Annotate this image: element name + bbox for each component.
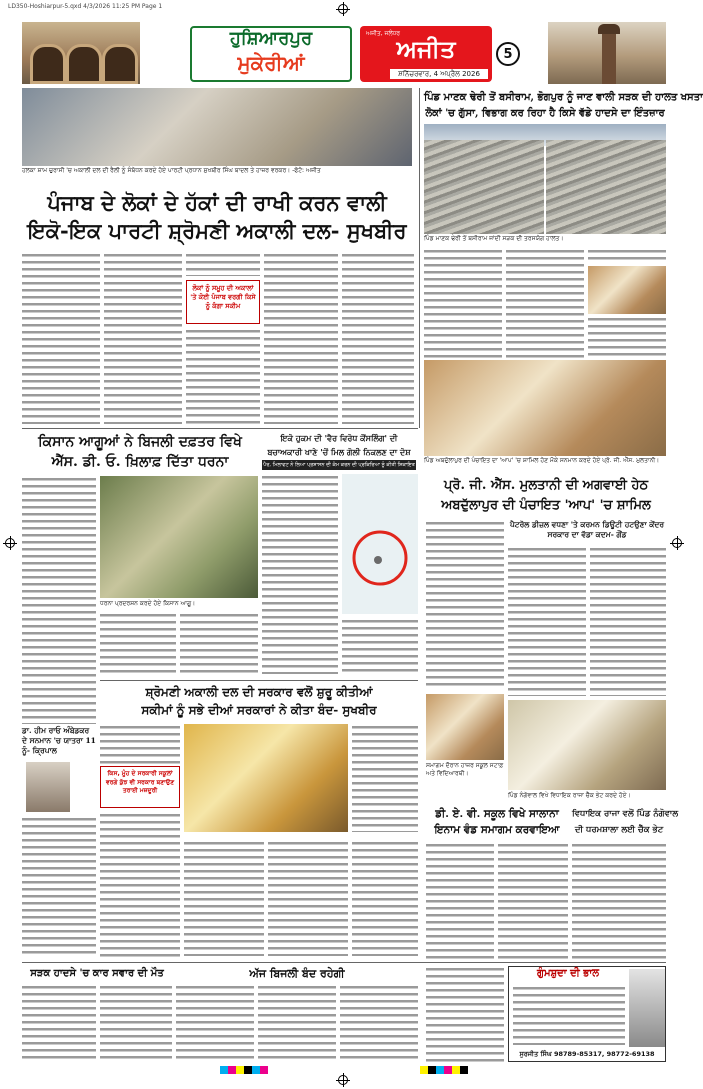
farmers-body-col-2 — [100, 612, 176, 676]
column-rule — [419, 88, 420, 428]
lead-headline-1: ਪੰਜਾਬ ਦੇ ਲੋਕਾਂ ਦੇ ਹੱਕਾਂ ਦੀ ਰਾਖੀ ਕਰਨ ਵਾਲੀ — [47, 190, 387, 215]
missing-body — [513, 985, 625, 1045]
petrol-body-col-2 — [590, 546, 666, 696]
dav-caption: ਸਮਾਗਮ ਦੌਰਾਨ ਹਾਜ਼ਰ ਸਕੂਲ ਸਟਾਫ਼ ਅਤੇ ਵਿਦਿਆਰਥੀ। — [426, 762, 504, 777]
mla-headline-1: ਵਿਧਾਇਕ ਰਾਜਾ ਵਲੋਂ ਪਿੰਡ ਨੰਗੋਵਾਲ — [572, 809, 679, 819]
dav-body-col-1 — [426, 842, 494, 960]
doctor-box: ਪੈਰ, ਮਿਲਾਵਟ ਨੇ ਲਿਆ ਪ੍ਰਸ਼ਾਸਨ ਦੀ ਕੰਮ ਕਰਨ ਦੀ ਪ੍ਰਕਿਰਿਆ ਨੂੰ ਕੀਤੀ ਸ਼ਿਕਾਇਤ — [263, 462, 415, 468]
power-headline: ਅੱਜ ਬਿਜਲੀ ਬੰਦ ਰਹੇਗੀ — [249, 967, 345, 980]
road-photo-1 — [424, 140, 544, 234]
pgs-caption: ਪਿੰਡ ਅਬਦੁੱਲਾਪੁਰ ਦੀ ਪੰਚਾਇਤ ਦਾ 'ਆਪ' 'ਚ ਸ਼ਾਮਿਲ ਹੋਣ ਮੌਕੇ ਸਨਮਾਨ ਕਰਦੇ ਹੋਏ ਪ੍ਰੋ. ਜੀ. ਐੱਸ. ਮੁਲਤਾਨੀ। — [424, 457, 660, 464]
dav-headline-1: ਡੀ. ਏ. ਵੀ. ਸਕੂਲ ਵਿਖੇ ਸਾਲਾਨਾ — [435, 808, 559, 820]
power-body-col-1 — [176, 984, 254, 1062]
dav-headline-2: ਇਨਾਮ ਵੰਡ ਸਮਾਗਮ ਕਰਵਾਇਆ — [434, 824, 560, 836]
akali-body-col-1a — [100, 724, 180, 764]
akali-photo — [184, 724, 348, 832]
lead-body-col-4 — [264, 252, 338, 424]
city-line-2: ਮੁਕੇਰੀਆਂ — [237, 51, 305, 75]
doctor-headline: ਇਕੋ ਹੁਕਮ ਦੀ 'ਵੈਰ ਵਿਰੋਧ ਕੌਂਸਲਿੰਗ' ਦੀ — [280, 433, 398, 443]
accident-body-col-1 — [22, 984, 96, 1062]
lead-caption: ਹਲਕਾ ਸ਼ਾਮ ਚੁਰਾਸੀ 'ਚ ਅਕਾਲੀ ਦਲ ਦੀ ਰੈਲੀ ਨੂੰ ਸੰਬੋਧਨ ਕਰਦੇ ਹੋਏ ਪਾਰਟੀ ਪ੍ਰਧਾਨ ਸੁਖਬੀਰ ਸਿੰਘ ਬਾਦਲ ਤੇ ਹਾਜ਼ਰ ਵਰਕਰ। -ਫੋਟੋ: ਅਜੀਤ — [22, 167, 321, 174]
color-calibration-bar-left — [220, 1066, 268, 1074]
petrol-headline: ਪੈਟਰੋਲ ਡੀਜ਼ਲ ਵਧਣਾ 'ਤੇ ਕਰਮਨ ਡਿਊਟੀ ਹਟਉਣਾ ਕੇਂਦਰ ਸਰਕਾਰ ਦਾ ਵੱਡਾ ਕਦਮ- ਗੌਂਡ — [509, 520, 665, 539]
road-headline-2: ਲੋਕਾਂ 'ਚ ਗੁੱਸਾ, ਵਿਭਾਗ ਕਰ ਰਿਹਾ ਹੈ ਕਿਸੇ ਵੱਡੇ ਹਾਦਸੇ ਦਾ ਇੰਤਜ਼ਾਰ — [425, 108, 665, 119]
masthead-city-title — [190, 26, 352, 82]
paper-name: ਅਜੀਤ — [396, 34, 456, 63]
missing-headline: ਗੁੰਮਸ਼ੁਦਾ ਦੀ ਭਾਲ — [536, 968, 600, 979]
farmers-headline-2: ਐੱਸ. ਡੀ. ਓ. ਖ਼ਿਲਾਫ਼ ਦਿੱਤਾ ਧਰਨਾ — [51, 454, 229, 470]
power-body-col-3 — [340, 984, 418, 1062]
road-inset-photo — [588, 266, 666, 314]
pgs-headline-2: ਅਬਦੁੱਲਾਪੁਰ ਦੀ ਪੰਚਾਇਤ 'ਆਪ' 'ਚ ਸ਼ਾਮਿਲ — [441, 498, 651, 513]
registration-mark-left — [5, 538, 15, 548]
misc-body — [426, 966, 504, 1062]
akali-headline-2: ਸਕੀਮਾਂ ਨੂੰ ਸਭੇ ਦੀਆਂ ਸਰਕਾਰਾਂ ਨੇ ਕੀਤਾ ਬੰਦ- ਸੁਖਬੀਰ — [141, 703, 377, 717]
missing-portrait — [629, 969, 665, 1047]
farmers-body-col-1 — [22, 476, 96, 724]
section-rule — [22, 428, 418, 429]
masthead-right-photo — [548, 22, 666, 84]
lead-headline-2: ਇਕੋ-ਇਕ ਪਾਰਟੀ ਸ਼੍ਰੋਮਣੀ ਅਕਾਲੀ ਦਲ- ਸੁਖਬੀਰ — [27, 218, 407, 243]
lead-pullquote: ਲੋਕਾਂ ਨੂੰ ਸਮੂਹ ਦੀ ਅਕਾਲਾਂ 'ਤੇ ਕੋਈ ਪੰਜਾਬ ਵਰਗੀ ਕਿਸੇ ਨੂੰ ਕੰਗਾ ਸਕੀਮ — [186, 280, 260, 324]
masthead — [22, 22, 666, 84]
lead-photo — [22, 88, 412, 166]
akali-headline-1: ਸ਼੍ਰੋਮਣੀ ਅਕਾਲੀ ਦਲ ਦੀ ਸਰਕਾਰ ਵਲੋਂ ਸ਼ੁਰੂ ਕੀਤੀਆਂ — [145, 685, 373, 699]
bullet-hole-illustration — [342, 474, 418, 614]
lead-body-col-1 — [22, 252, 100, 424]
pgs-body-col-1 — [426, 520, 504, 690]
lead-body-col-3b — [186, 328, 260, 424]
section-rule-2 — [100, 680, 418, 681]
mla-headline-2: ਦੀ ਧਰਮਸ਼ਾਲਾ ਲਈ ਚੈੱਕ ਭੇਟ — [574, 825, 664, 835]
road-body-col-2 — [506, 248, 584, 358]
akali-body-col-4 — [268, 840, 348, 956]
missing-person-ad — [508, 966, 666, 1062]
pgs-photo — [424, 360, 666, 456]
lead-body-col-5 — [342, 252, 414, 424]
accident-headline: ਸੜਕ ਹਾਦਸੇ 'ਚ ਕਾਰ ਸਵਾਰ ਦੀ ਮੌਤ — [30, 968, 164, 979]
doctor-subhead: ਬਚਾਅਕਾਰੀ ਖਾਣੇ 'ਚੋਂ ਮਿਲ ਗੋਲੀ ਨਿਕਲਣ ਦਾ ਦੋਸ਼ — [267, 447, 411, 457]
registration-mark-top — [338, 4, 348, 14]
akali-body-col-1b — [100, 812, 180, 958]
nri-body — [22, 816, 96, 956]
nri-heading: ਡਾ. ਹੀਮ ਰਾਓ ਅੰਬੇਡਕਰ ਦੇ ਸਨਮਾਨ 'ਚ ਯਾਤਰਾ 11 ਨੂੰ- ਕ੍ਰਿਪਾਲ — [22, 726, 96, 755]
mla-caption: ਪਿੰਡ ਨੰਗੋਵਾਲ ਵਿਖੇ ਵਿਧਾਇਕ ਰਾਜਾ ਚੈੱਕ ਭੇਟ ਕਰਦੇ ਹੋਏ। — [508, 792, 631, 799]
road-photo-2 — [546, 140, 666, 234]
lead-body-col-3a — [186, 252, 260, 276]
city-line-1: ਹੁਸ਼ਿਆਰਪੁਰ — [229, 28, 313, 49]
akali-box: ਕਿਸ, ਮੂੰਹ ਦੇ ਸਰਕਾਰੀ ਸਕੂਲਾਂ ਵਰਗੇ ਕੁੱਝ ਵੀ ਸਰਕਾਰ ਬਣਾਉਣ ਤਰਾਈ ਮਜ਼ਦੂਰੀ — [100, 766, 180, 808]
petrol-body-col-1 — [508, 546, 586, 696]
doctor-body-col-1 — [262, 474, 338, 674]
lead-body-col-2 — [104, 252, 182, 424]
file-info-strip: LD350-Hoshiarpur-5.qxd 4/3/2026 11:25 PM Page 1 — [8, 3, 163, 10]
farmers-caption: ਧਰਨਾ ਪ੍ਰਦਰਸ਼ਨ ਕਰਦੇ ਹੋਏ ਕਿਸਾਨ ਆਗੂ। — [100, 600, 196, 607]
doctor-photo — [342, 474, 418, 614]
road-body-col-1 — [424, 248, 502, 358]
dav-body-col-2 — [498, 842, 568, 960]
road-headline-1: ਪਿੰਡ ਮਾਣਕ ਢੇਰੀ ਤੋਂ ਬਸੀਰਾਮ, ਭੋਗਪੁਰ ਨੂੰ ਜਾਣ ਵਾਲੀ ਸੜਕ ਦੀ ਹਾਲਤ ਖਸਤਾ — [424, 92, 703, 103]
registration-mark-right — [672, 538, 682, 548]
akali-body-col-2 — [352, 724, 418, 832]
dav-left-photo — [426, 694, 504, 760]
accident-body-col-2 — [100, 984, 172, 1062]
nri-portrait — [26, 762, 70, 812]
masthead-left-photo — [22, 22, 140, 84]
road-caption: ਪਿੰਡ ਮਾਣਕ ਢੇਰੀ ਤੋਂ ਬਸੀਰਾਮ ਜਾਂਦੀ ਸੜਕ ਦੀ ਤਰਸਯੋਗ ਹਾਲਤ। — [424, 235, 564, 242]
farmers-body-col-3 — [180, 612, 258, 676]
pgs-headline-1: ਪ੍ਰੋ. ਜੀ. ਐੱਸ. ਮੁਲਤਾਨੀ ਦੀ ਅਗਵਾਈ ਹੇਠ — [444, 478, 648, 493]
section-rule-3 — [22, 962, 666, 963]
road-body-col-3a — [588, 248, 666, 264]
akali-body-col-3 — [184, 840, 264, 956]
power-body-col-2 — [258, 984, 336, 1062]
doctor-body-col-2 — [342, 618, 418, 674]
color-calibration-bar-right — [420, 1066, 468, 1074]
paper-small-label: ਅਜੀਤ, ਜਲੰਧਰ — [366, 30, 401, 37]
farmers-headline-1: ਕਿਸਾਨ ਆਗੂਆਂ ਨੇ ਬਿਜਲੀ ਦਫ਼ਤਰ ਵਿਖੇ — [38, 434, 242, 450]
road-body-col-3b — [588, 316, 666, 358]
registration-mark-bottom — [338, 1075, 348, 1085]
mla-body — [572, 842, 666, 960]
farmers-photo — [100, 476, 258, 598]
missing-contact: ਸੁਰਜੀਤ ਸਿੰਘ 98789-85317, 98772-69138 — [509, 1047, 665, 1061]
mla-photo — [508, 700, 666, 790]
issue-date: ਸ਼ਨਿੱਚਰਵਾਰ, 4 ਅਪ੍ਰੈਲ 2026 — [390, 69, 488, 79]
masthead-paper-name — [360, 26, 492, 82]
page-number: 5 — [496, 42, 520, 66]
akali-body-col-5 — [352, 840, 418, 956]
